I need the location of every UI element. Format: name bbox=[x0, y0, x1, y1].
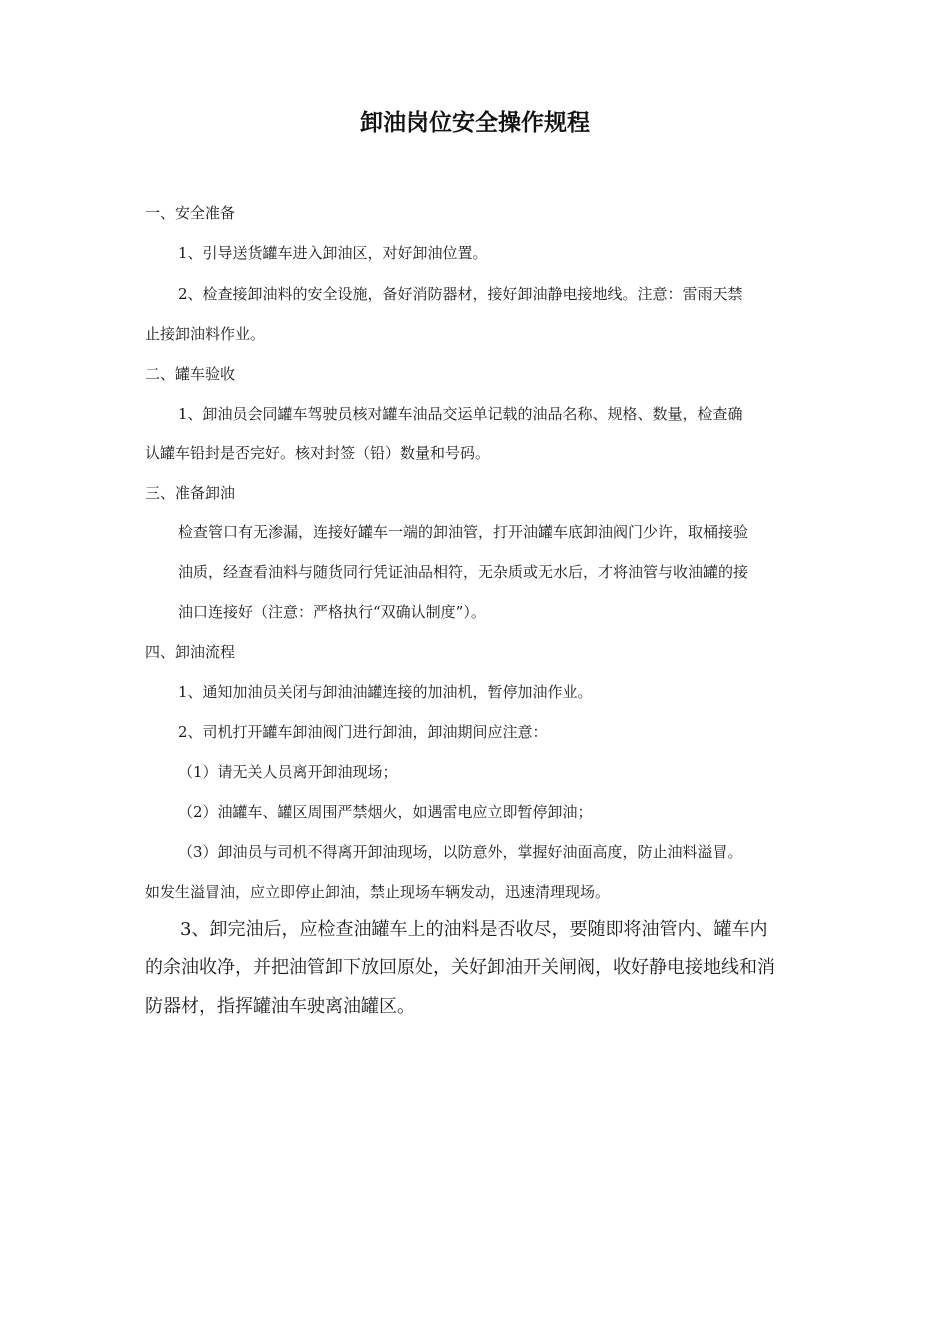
document-title: 卸油岗位安全操作规程 bbox=[360, 110, 590, 136]
list-item: （1）请无关人员离开卸油现场； bbox=[178, 763, 398, 781]
paragraph-line: 2、检查接卸油料的安全设施，备好消防器材，接好卸油静电接地线。注意：雷雨天禁 bbox=[178, 285, 743, 303]
paragraph-line: 认罐车铅封是否完好。核对封签（铅）数量和号码。 bbox=[145, 444, 491, 462]
paragraph-line: 油口连接好（注意：严格执行“双确认制度”）。 bbox=[178, 603, 486, 621]
paragraph-line: 1、引导送货罐车进入卸油区，对好卸油位置。 bbox=[178, 244, 488, 262]
list-item: （3）卸油员与司机不得离开卸油现场，以防意外，掌握好油面高度，防止油料溢冒。 bbox=[178, 843, 743, 861]
paragraph-line: 2、司机打开罐车卸油阀门进行卸油，卸油期间应注意： bbox=[178, 723, 548, 741]
paragraph-line: 3、卸完油后，应检查油罐车上的油料是否收尽，要随即将油管内、罐车内 bbox=[180, 919, 768, 940]
paragraph-line: 防器材，指挥罐油车驶离油罐区。 bbox=[145, 996, 415, 1017]
section-heading: 一、安全准备 bbox=[145, 204, 236, 222]
paragraph-line: 油质，经查看油料与随货同行凭证油品相符，无杂质或无水后，才将油管与收油罐的接 bbox=[178, 563, 749, 581]
section-heading: 四、卸油流程 bbox=[145, 643, 236, 661]
paragraph-line: 1、卸油员会同罐车驾驶员核对罐车油品交运单记载的油品名称、规格、数量，检查确 bbox=[178, 405, 743, 423]
paragraph-line: 检查管口有无渗漏，连接好罐车一端的卸油管，打开油罐车底卸油阀门少许，取桶接验 bbox=[178, 523, 749, 541]
section-heading: 三、准备卸油 bbox=[145, 484, 236, 502]
paragraph-line: 如发生溢冒油，应立即停止卸油，禁止现场车辆发动，迅速清理现场。 bbox=[145, 883, 611, 901]
paragraph-line: 的余油收净，并把油管卸下放回原处，关好卸油开关闸阀，收好静电接地线和消 bbox=[145, 957, 775, 978]
paragraph-line: 止接卸油料作业。 bbox=[145, 325, 266, 343]
section-heading: 二、罐车验收 bbox=[145, 365, 236, 383]
list-item: （2）油罐车、罐区周围严禁烟火，如遇雷电应立即暂停卸油； bbox=[178, 803, 593, 821]
paragraph-line: 1、通知加油员关闭与卸油油罐连接的加油机，暂停加油作业。 bbox=[178, 683, 593, 701]
